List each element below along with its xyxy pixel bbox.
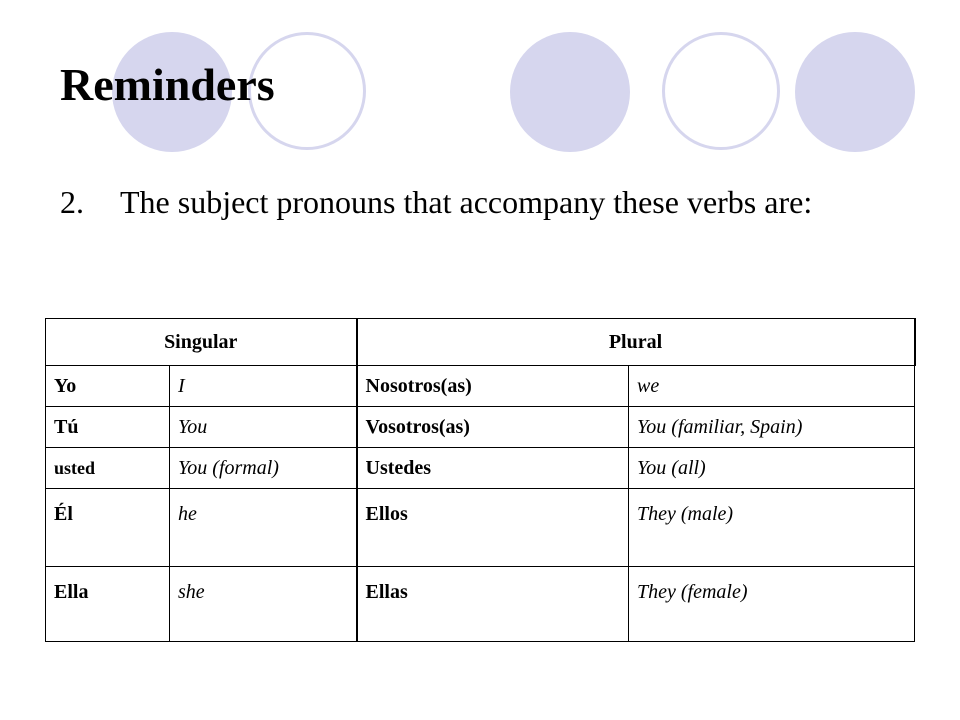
point-number: 2. [60,184,84,220]
plural-english: They (female) [629,567,915,642]
plural-english: we [629,366,915,407]
header-singular: Singular [46,319,357,366]
singular-pronoun: Él [46,489,170,567]
table-header-row [46,319,915,366]
plural-pronoun: Ellas [357,567,629,642]
singular-english: he [170,489,357,567]
table-row [46,489,915,567]
decorative-ring-2 [662,32,780,150]
plural-pronoun: Nosotros(as) [357,366,629,407]
singular-english: she [170,567,357,642]
header-plural: Plural [357,319,915,366]
singular-english: You (formal) [170,448,357,489]
decorative-circle-2 [510,32,630,152]
plural-english: You (all) [629,448,915,489]
point-text: The subject pronouns that accompany these verbs are: [120,184,813,220]
table-row [46,407,915,448]
singular-pronoun: Tú [46,407,170,448]
plural-pronoun: Ellos [357,489,629,567]
singular-english: You [170,407,357,448]
table-row [46,366,915,407]
decorative-circle-3 [795,32,915,152]
singular-english: I [170,366,357,407]
plural-english: They (male) [629,489,915,567]
plural-pronoun: Ustedes [357,448,629,489]
singular-pronoun: Yo [46,366,170,407]
slide-title: Reminders [60,59,275,110]
pronoun-table [45,318,916,642]
plural-english: You (familiar, Spain) [629,407,915,448]
singular-pronoun: usted [46,448,170,489]
singular-pronoun: Ella [46,567,170,642]
table-row [46,567,915,642]
plural-pronoun: Vosotros(as) [357,407,629,448]
table-row [46,448,915,489]
bullet-point [60,180,920,224]
